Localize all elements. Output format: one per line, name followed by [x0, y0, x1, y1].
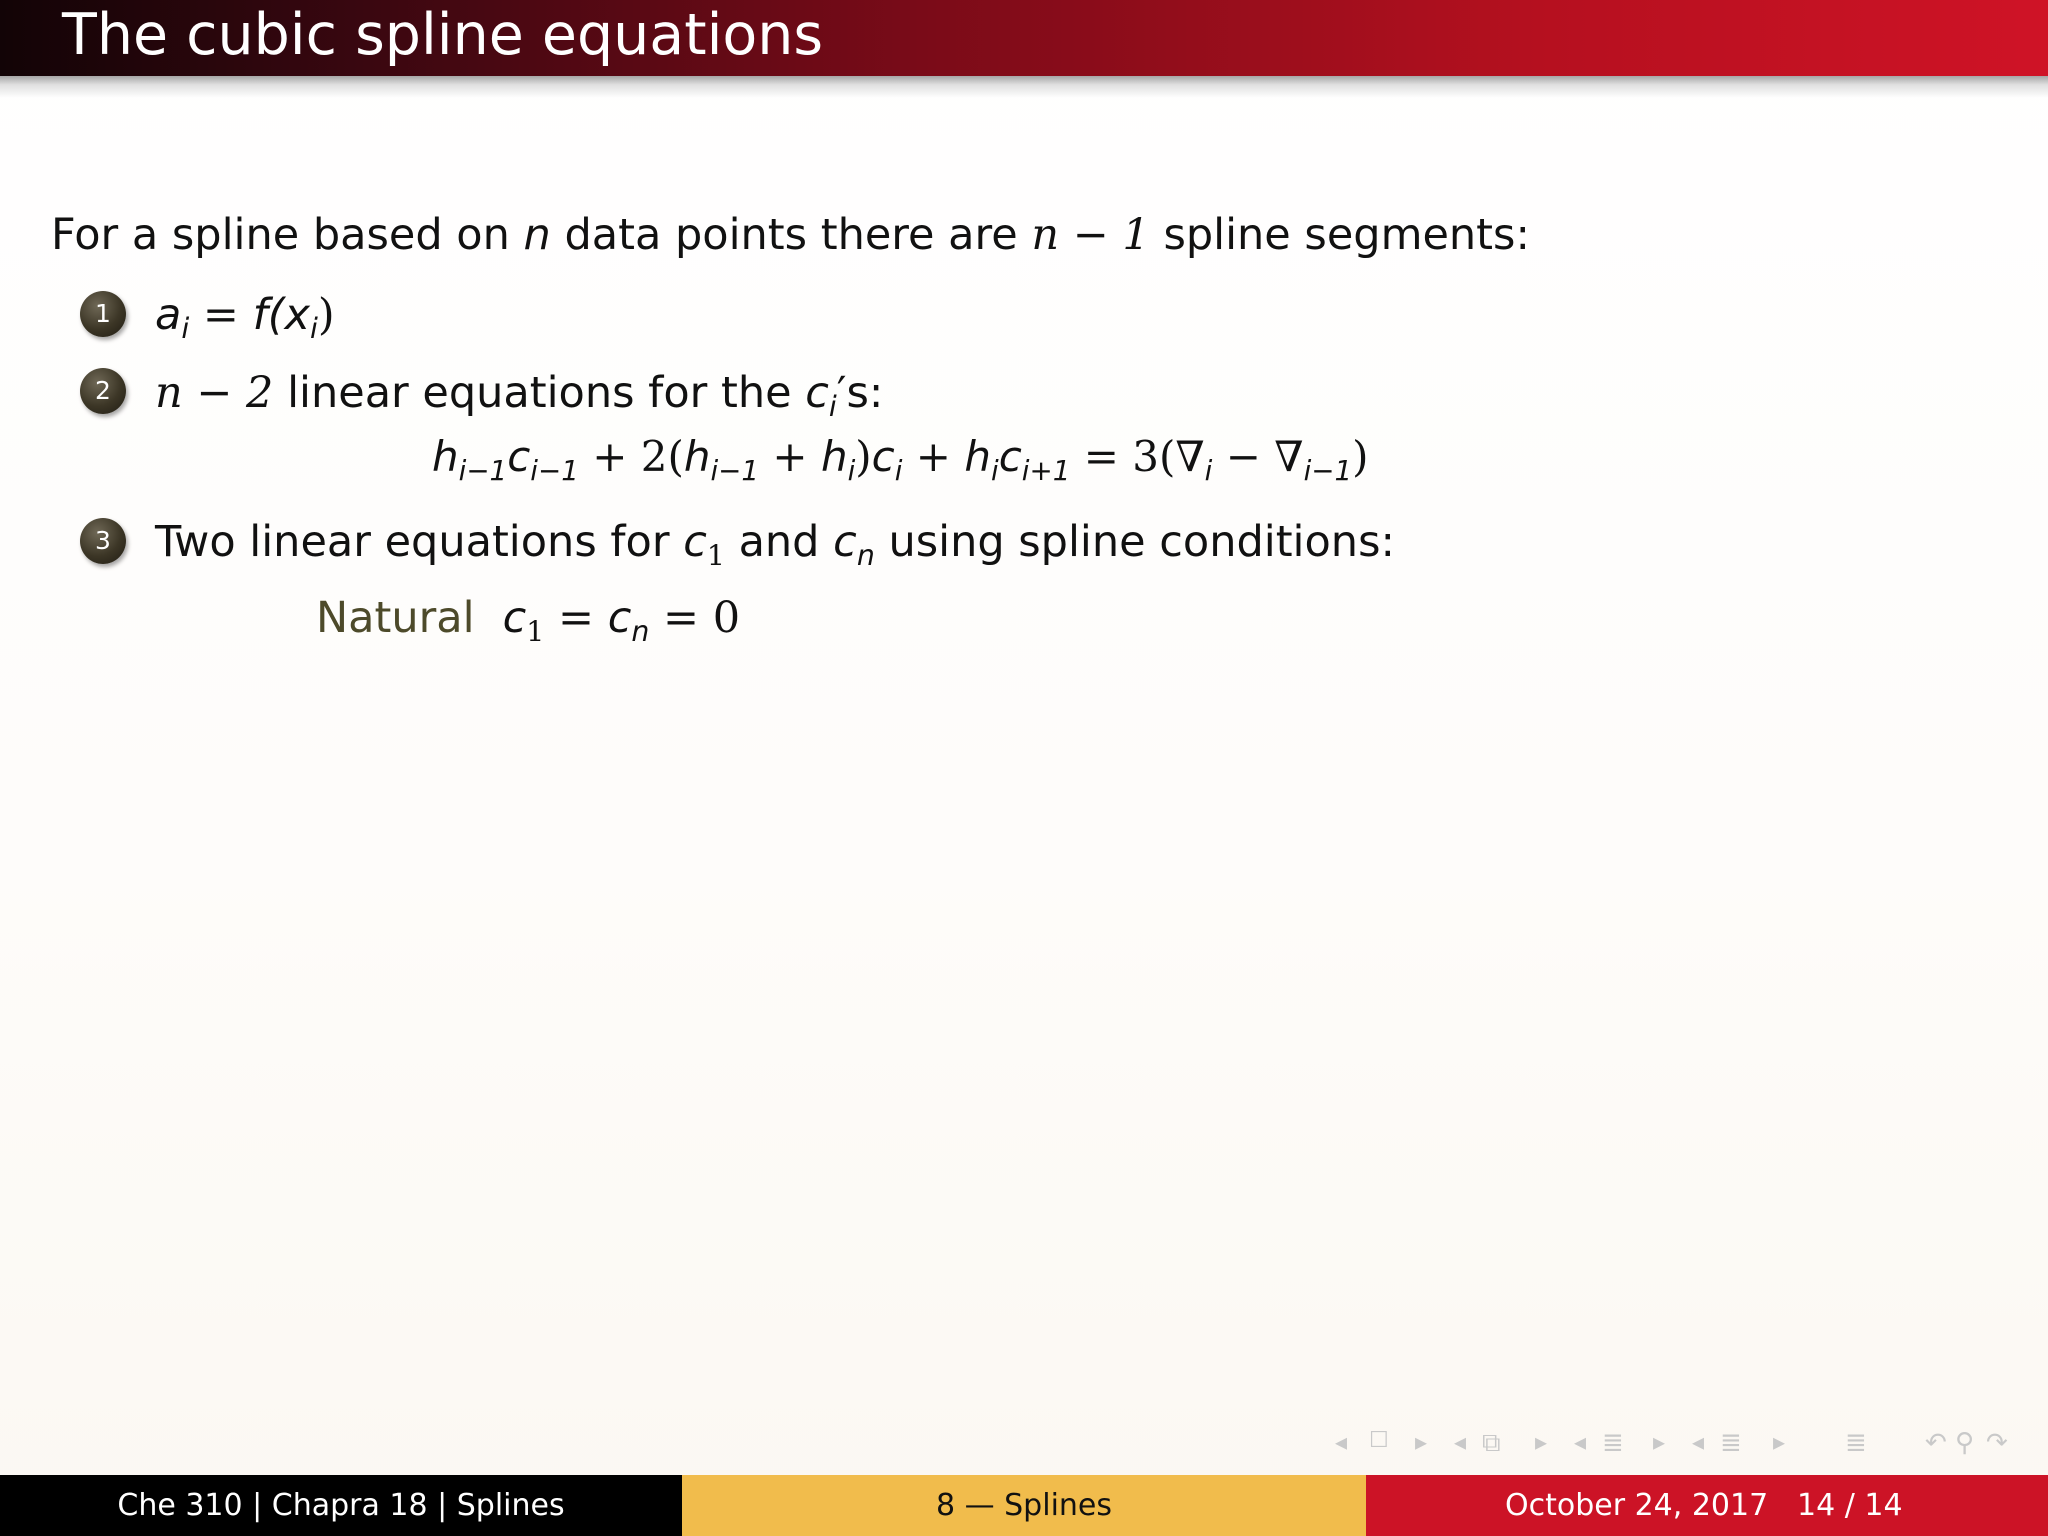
intro-line: For a spline based on n data points there are n − 1 spline segments:: [51, 210, 1530, 260]
slide-title: The cubic spline equations: [62, 2, 824, 68]
item-2-text: n − 2 linear equations for the $c_i's$:: [155, 368, 884, 424]
footer-course-info: Che 310 | Chapra 18 | Splines: [0, 1475, 682, 1536]
enum-bullet-2: 2: [80, 368, 126, 414]
item-1-equation: $a_i = f(x_i)$: [155, 290, 335, 346]
outline-icon[interactable]: ≣: [1720, 1428, 1742, 1458]
enum-bullet-1: 1: [80, 291, 126, 337]
frame-icon[interactable]: ☐: [1369, 1428, 1389, 1453]
footer-section: 8 — Splines: [682, 1475, 1366, 1536]
footer-page-number: 14 / 14: [1797, 1488, 1903, 1523]
subsection-icon[interactable]: ⧉: [1482, 1428, 1501, 1458]
navigation-symbols: [1330, 1428, 2030, 1462]
title-bar: [0, 0, 2048, 76]
title-bar-shadow: [0, 76, 2048, 98]
arrow-left-icon[interactable]: ◂: [1335, 1428, 1348, 1456]
item-3-text: Two linear equations for $c_1$ and $c_n$ using spline conditions:: [155, 517, 1395, 573]
arrow-left-icon[interactable]: ◂: [1454, 1428, 1467, 1456]
back-icon[interactable]: ↶: [1925, 1428, 1947, 1458]
footer-date: October 24, 2017: [1505, 1488, 1769, 1523]
arrow-right-icon[interactable]: ▸: [1415, 1428, 1428, 1456]
arrow-right-icon[interactable]: ▸: [1773, 1428, 1786, 1456]
natural-label: Natural: [316, 593, 475, 643]
arrow-right-icon[interactable]: ▸: [1653, 1428, 1666, 1456]
footer: [0, 1475, 2048, 1536]
search-icon[interactable]: ⚲: [1955, 1428, 1975, 1458]
n-minus-1-expr: n − 1: [1031, 210, 1150, 260]
arrow-left-icon[interactable]: ◂: [1692, 1428, 1705, 1456]
forward-icon[interactable]: ↷: [1986, 1428, 2008, 1458]
appendix-icon[interactable]: ≣: [1845, 1428, 1867, 1458]
enum-bullet-3: 3: [80, 518, 126, 564]
arrow-right-icon[interactable]: ▸: [1535, 1428, 1548, 1456]
footer-date-page: [1366, 1475, 2048, 1536]
section-icon[interactable]: ≣: [1602, 1428, 1624, 1458]
arrow-left-icon[interactable]: ◂: [1574, 1428, 1587, 1456]
item-2-display-equation: $h_{i-1}c_{i-1} + 2(h_{i-1} + h_i)c_i + h_ic_{i+1} = 3(\nabla_i - \nabla_{i-1})$: [432, 432, 1369, 487]
natural-condition: Natural $c_1 = c_n = 0$: [316, 593, 741, 649]
